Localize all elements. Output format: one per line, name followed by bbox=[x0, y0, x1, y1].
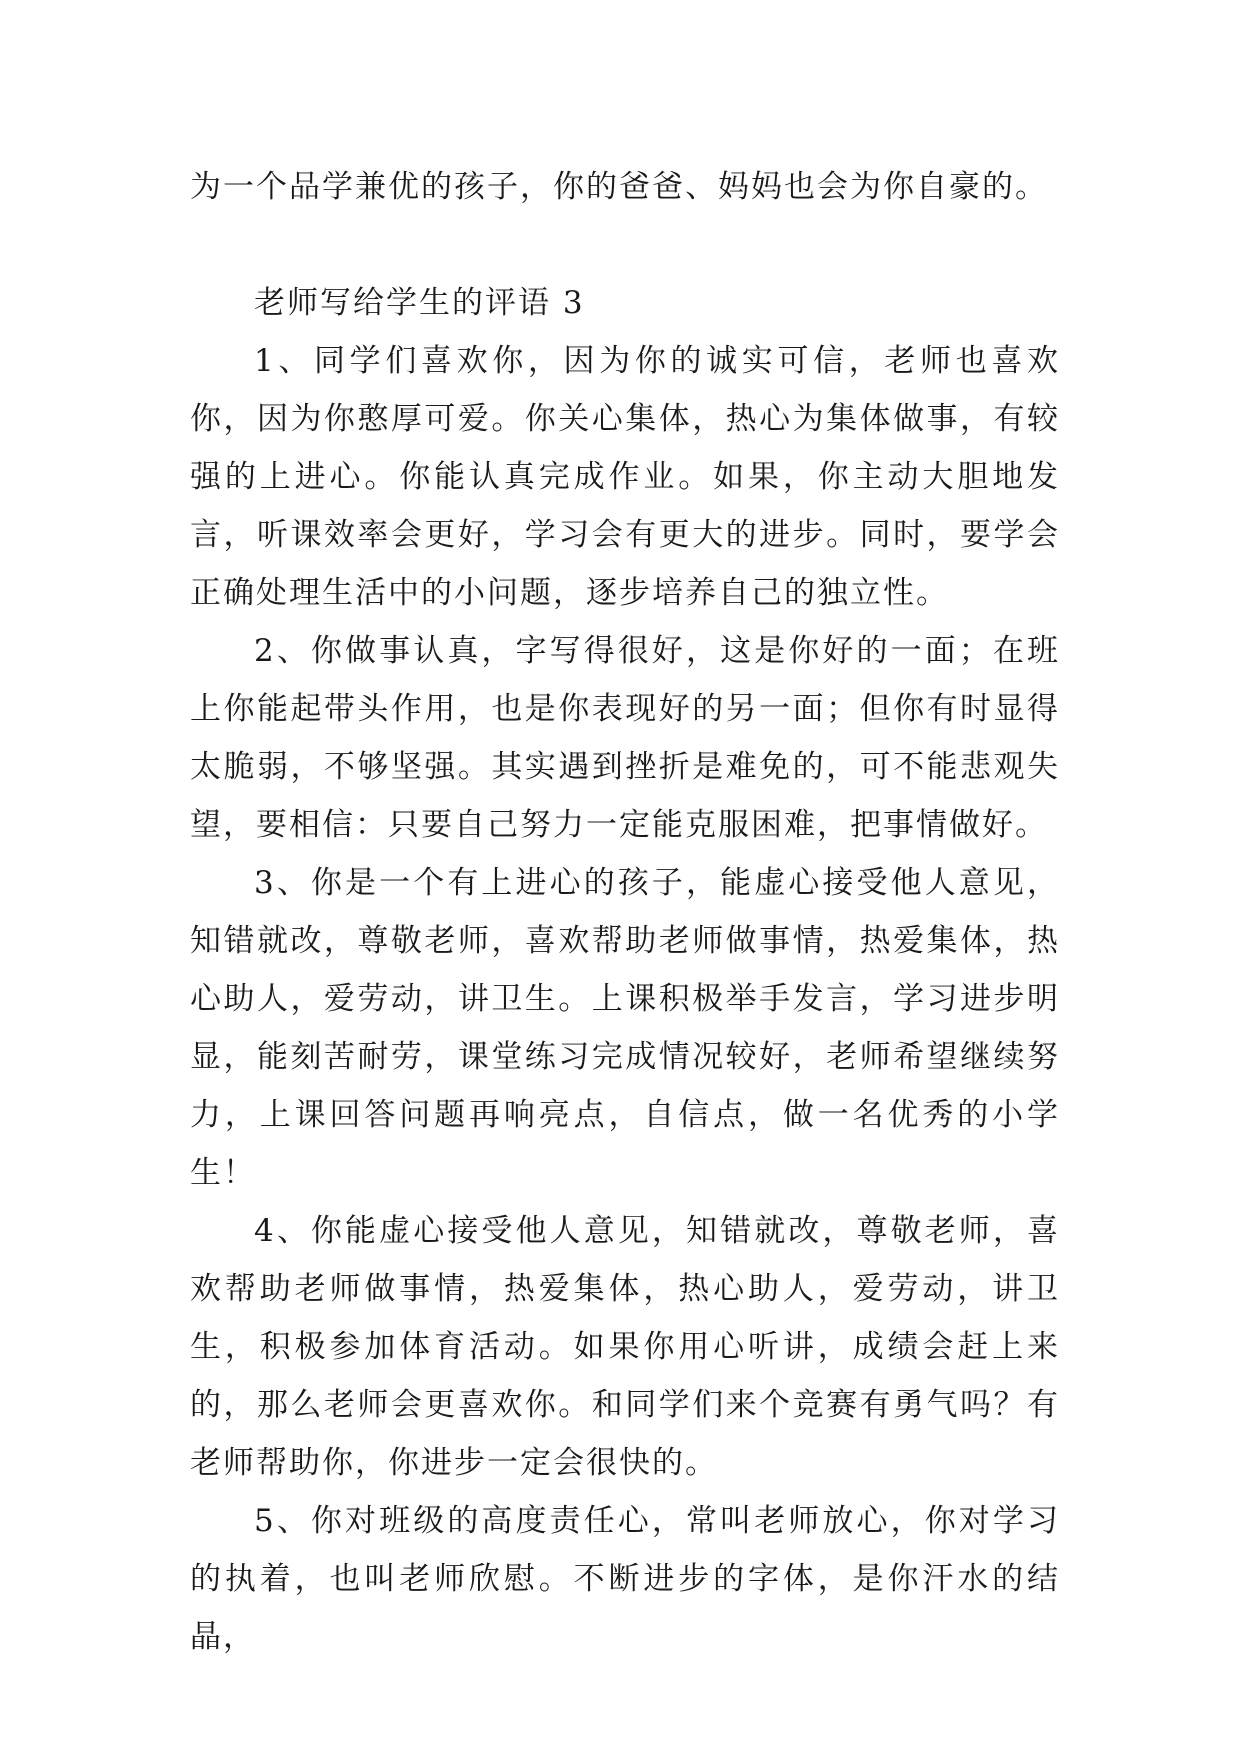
lead-line: 为一个品学兼优的孩子，你的爸爸、妈妈也会为你自豪的。 bbox=[190, 169, 1048, 205]
paragraph-3: 3、你是一个有上进心的孩子，能虚心接受他人意见，知错就改，尊敬老师，喜欢帮助老师做事情，热爱集体，热心助人，爱劳动，讲卫生。上课积极举手发言，学习进步明显，能刻苦耐劳，课堂练习完成情况较好，老师希望继续努力，上课回答问题再响亮点，自信点，做一名优秀的小学生！ bbox=[190, 865, 1060, 1191]
paragraph-2: 2、你做事认真，字写得很好，这是你好的一面；在班上你能起带头作用，也是你表现好的另一面；但你有时显得太脆弱，不够坚强。其实遇到挫折是难免的，可不能悲观失望，要相信：只要自己努力一定能克服困难，把事情做好。 bbox=[190, 633, 1060, 843]
paragraph-4: 4、你能虚心接受他人意见，知错就改，尊敬老师，喜欢帮助老师做事情，热爱集体，热心助人，爱劳动，讲卫生，积极参加体育活动。如果你用心听讲，成绩会赶上来的，那么老师会更喜欢你。和同学们来个竞赛有勇气吗？有老师帮助你，你进步一定会很快的。 bbox=[190, 1213, 1060, 1481]
section-title: 老师写给学生的评语 3 bbox=[254, 285, 585, 321]
document-body bbox=[190, 158, 1060, 1666]
paragraph-1: 1、同学们喜欢你，因为你的诚实可信，老师也喜欢你，因为你憨厚可爱。你关心集体，热心为集体做事，有较强的上进心。你能认真完成作业。如果，你主动大胆地发言，听课效率会更好，学习会有更大的进步。同时，要学会正确处理生活中的小问题，逐步培养自己的独立性。 bbox=[190, 343, 1060, 611]
paragraph-5: 5、你对班级的高度责任心，常叫老师放心，你对学习的执着，也叫老师欣慰。不断进步的字体，是你汗水的结晶， bbox=[190, 1503, 1060, 1655]
